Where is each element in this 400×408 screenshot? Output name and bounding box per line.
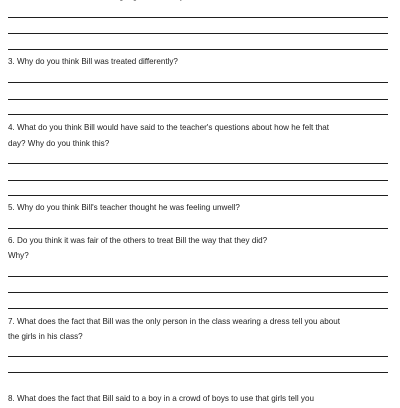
answer-line [8,276,388,277]
answer-line [8,356,388,357]
question-2b-text [22,0,219,1]
question-2b-line-1 [8,0,392,6]
question-6-text: Do you think it was fair of the others to treat Bill the way that they did? [17,236,268,245]
question-6-text-cont: Why? [8,251,29,260]
question-8-line-1 [8,390,392,408]
question-5-number: 5. [8,203,15,212]
question-4-number: 4. [8,123,15,132]
question-6-line-2 [8,247,392,265]
answer-line [8,292,388,293]
question-2b-number [8,0,19,1]
answer-line [8,82,388,83]
answer-line [8,308,388,309]
question-8-number: 8. [8,394,15,403]
question-6-number: 6. [8,236,15,245]
question-3-number: 3. [8,57,15,66]
answer-line [8,49,388,50]
answer-line [8,99,388,100]
answer-line [8,372,388,373]
question-7-text: What does the fact that Bill was the only person in the class wearing a dress tell you about [17,317,341,326]
answer-line [8,195,388,196]
question-8-text: What does the fact that Bill said to a boy in a crowd of boys to use that girls tell you [17,394,314,403]
question-3-line-1 [8,53,392,71]
question-3-text: Why do you think Bill was treated differently? [17,57,178,66]
question-5-text: Why do you think Bill's teacher thought he was feeling unwell? [17,203,240,212]
answer-line [8,33,388,34]
question-5-line-1 [8,199,392,217]
answer-line [8,17,388,18]
answer-line [8,180,388,181]
question-4-text: What do you think Bill would have said to the teacher's questions about how he felt that [17,123,330,132]
question-4-line-2 [8,135,392,153]
answer-line [8,163,388,164]
answer-line [8,114,388,115]
question-4-text-cont: day? Why do you think this? [8,139,110,148]
answer-line [8,228,388,229]
question-7-text-cont: the girls in his class? [8,332,83,341]
question-7-line-2 [8,328,392,346]
question-7-number: 7. [8,317,15,326]
